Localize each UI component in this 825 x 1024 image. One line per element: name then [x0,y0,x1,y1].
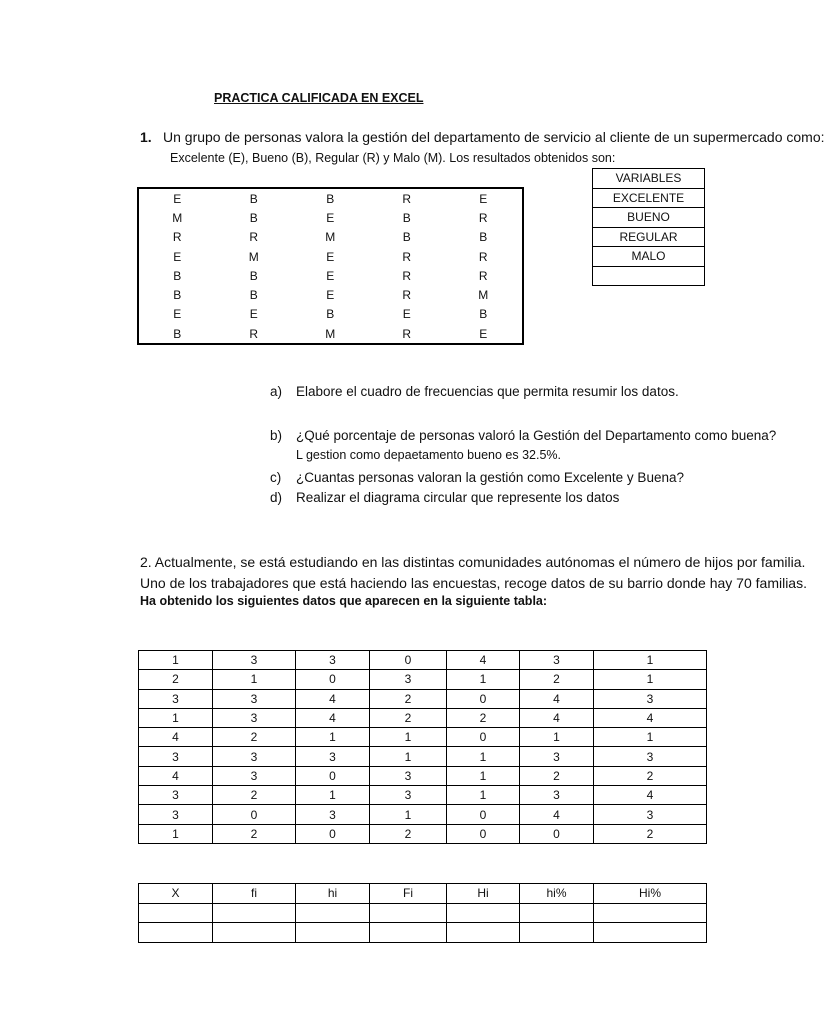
empty-cell [594,903,707,923]
variable-cell [593,266,705,286]
data-cell: 4 [520,805,594,824]
rating-cell: M [325,230,336,245]
table-row [139,728,707,747]
rating-cell: B [249,288,258,303]
empty-cell [370,903,447,923]
item-b-label: b) [270,428,283,443]
rating-cell: R [478,210,488,225]
data-cell: 3 [370,786,447,805]
data-cell: 3 [370,766,447,785]
data-cell: 2 [520,766,594,785]
rating-cell: E [479,326,488,341]
empty-cell [520,903,594,923]
rating-cell: B [249,268,258,283]
column-header: hi% [520,884,594,904]
data-cell: 2 [370,708,447,727]
data-cell: 4 [296,689,370,708]
table-row [139,824,707,843]
data-cell: 3 [213,689,296,708]
data-cell: 3 [296,805,370,824]
data-cell: 1 [296,728,370,747]
rating-cell: E [326,268,335,283]
table-row [593,247,705,267]
children-data-grid [138,650,707,844]
table-row [139,903,707,923]
data-cell: 3 [139,747,213,766]
data-cell: 0 [447,689,520,708]
data-cell: 2 [213,728,296,747]
data-cell: 2 [370,689,447,708]
rating-cell: E [249,307,258,322]
variable-cell: BUENO [593,208,705,228]
rating-cell: B [173,288,182,303]
data-cell: 0 [447,805,520,824]
table-row [138,266,523,285]
rating-cell: R [249,230,259,245]
rating-cell: R [478,249,488,264]
table-row [138,305,523,324]
data-cell: 1 [447,747,520,766]
rating-cell: M [172,210,183,225]
rating-cell: M [478,288,489,303]
data-cell: 3 [213,708,296,727]
data-cell: 0 [296,824,370,843]
table-row [139,708,707,727]
data-cell: 1 [594,651,707,670]
data-cell: 3 [296,651,370,670]
empty-cell [213,923,296,943]
data-cell: 0 [447,728,520,747]
item-d-label: d) [270,490,283,505]
column-header: Fi [370,884,447,904]
rating-cell: B [402,230,411,245]
rating-cell: M [325,326,336,341]
table-row [138,247,523,266]
data-cell: 2 [139,670,213,689]
question-2-line-1: 2. Actualmente, se está estudiando en las distintas comunidades autónomas el número de hijos por familia. [140,554,806,570]
table-row [139,923,707,943]
item-a [270,384,679,399]
rating-cell: B [402,210,411,225]
empty-cell [447,903,520,923]
data-cell: 1 [370,747,447,766]
data-cell: 1 [370,728,447,747]
table-row [593,188,705,208]
data-cell: 1 [139,824,213,843]
data-cell: 4 [296,708,370,727]
rating-cell: B [173,326,182,341]
data-cell: 1 [594,728,707,747]
rating-cell: M [248,249,259,264]
data-cell: 2 [594,824,707,843]
data-cell: 3 [520,786,594,805]
item-c-label: c) [270,470,282,485]
item-c [270,470,684,485]
table-row [138,208,523,227]
data-cell: 1 [520,728,594,747]
table-row [139,747,707,766]
data-cell: 1 [594,670,707,689]
data-cell: 2 [370,824,447,843]
question-2-line-3: Ha obtenido los siguientes datos que aparecen en la siguiente tabla: [140,594,548,608]
rating-cell: B [326,307,335,322]
table-row [139,651,707,670]
rating-cell: E [173,249,182,264]
variables-table [592,168,705,286]
empty-cell [296,903,370,923]
empty-cell [139,923,213,943]
variables-header: VARIABLES [593,169,705,189]
data-cell: 3 [594,747,707,766]
rating-cell: R [402,268,412,283]
data-cell: 1 [447,766,520,785]
empty-cell [520,923,594,943]
rating-cell: E [173,191,182,206]
rating-cell: R [478,268,488,283]
table-row [593,169,705,189]
rating-cell: R [402,326,412,341]
item-d [270,490,619,505]
page-title: PRACTICA CALIFICADA EN EXCEL [214,91,424,105]
data-cell: 0 [213,805,296,824]
data-cell: 4 [139,728,213,747]
data-cell: 3 [370,670,447,689]
data-cell: 1 [213,670,296,689]
question-1-subtext: Excelente (E), Bueno (B), Regular (R) y Malo (M). Los resultados obtenidos son: [170,151,616,165]
empty-cell [370,923,447,943]
data-cell: 4 [447,651,520,670]
rating-cell: R [249,326,259,341]
data-cell: 1 [370,805,447,824]
data-cell: 2 [594,766,707,785]
data-cell: 0 [370,651,447,670]
data-cell: 2 [520,670,594,689]
empty-cell [296,923,370,943]
item-b [270,428,777,443]
data-cell: 1 [139,708,213,727]
table-row [139,805,707,824]
data-cell: 4 [594,786,707,805]
variable-cell: REGULAR [593,227,705,247]
column-header: Hi [447,884,520,904]
question-2-line-2: Uno de los trabajadores que está haciendo las encuestas, recoge datos de su barrio donde hay 70 familias. [140,575,807,591]
table-row [138,188,523,208]
item-b-answer: L gestion como depaetamento bueno es 32.5%. [296,448,562,462]
rating-cell: B [479,307,488,322]
rating-cell: E [326,249,335,264]
data-cell: 2 [213,824,296,843]
data-cell: 3 [296,747,370,766]
data-cell: 2 [213,786,296,805]
rating-cell: E [402,307,411,322]
rating-cell: B [173,268,182,283]
question-1-number: 1. [140,129,152,145]
rating-cell: R [172,230,182,245]
rating-cell: R [402,249,412,264]
data-cell: 3 [139,786,213,805]
column-header: X [139,884,213,904]
ratings-grid [137,187,524,345]
table-row [139,689,707,708]
data-cell: 0 [447,824,520,843]
rating-cell: B [326,191,335,206]
empty-cell [447,923,520,943]
column-header: fi [213,884,296,904]
data-cell: 0 [296,766,370,785]
data-cell: 3 [520,651,594,670]
data-cell: 0 [296,670,370,689]
rating-cell: E [479,191,488,206]
empty-cell [139,903,213,923]
table-row [593,208,705,228]
data-cell: 4 [139,766,213,785]
data-cell: 1 [447,670,520,689]
data-cell: 1 [296,786,370,805]
column-header: hi [296,884,370,904]
item-c-text: ¿Cuantas personas valoran la gestión como Excelente y Buena? [296,470,684,485]
rating-cell: B [479,230,488,245]
item-b-text: ¿Qué porcentaje de personas valoró la Gestión del Departamento como buena? [296,428,777,443]
table-row [138,285,523,304]
column-header: Hi% [594,884,707,904]
data-cell: 3 [520,747,594,766]
table-row [138,324,523,344]
table-row [139,766,707,785]
rating-cell: B [249,191,258,206]
data-cell: 3 [139,689,213,708]
question-1-text: Un grupo de personas valora la gestión del departamento de servicio al cliente de un supermercado como: [163,129,825,145]
data-cell: 3 [213,747,296,766]
rating-cell: R [402,191,412,206]
table-row [139,670,707,689]
data-cell: 4 [594,708,707,727]
rating-cell: E [326,288,335,303]
item-a-text: Elabore el cuadro de frecuencias que permita resumir los datos. [296,384,679,399]
data-cell: 2 [447,708,520,727]
data-cell: 3 [213,651,296,670]
table-row [593,227,705,247]
table-row [139,786,707,805]
data-cell: 0 [520,824,594,843]
table-row [593,266,705,286]
rating-cell: B [249,210,258,225]
item-a-label: a) [270,384,283,399]
data-cell: 3 [594,805,707,824]
variable-cell: MALO [593,247,705,267]
frequency-table [138,883,707,943]
data-cell: 3 [139,805,213,824]
table-row [138,228,523,247]
data-cell: 1 [447,786,520,805]
rating-cell: E [173,307,182,322]
rating-cell: R [402,288,412,303]
data-cell: 4 [520,689,594,708]
data-cell: 1 [139,651,213,670]
variable-cell: EXCELENTE [593,188,705,208]
header-row [139,884,707,904]
empty-cell [213,903,296,923]
item-d-text: Realizar el diagrama circular que represente los datos [296,490,620,505]
rating-cell: E [326,210,335,225]
data-cell: 4 [520,708,594,727]
empty-cell [594,923,707,943]
data-cell: 3 [594,689,707,708]
data-cell: 3 [213,766,296,785]
